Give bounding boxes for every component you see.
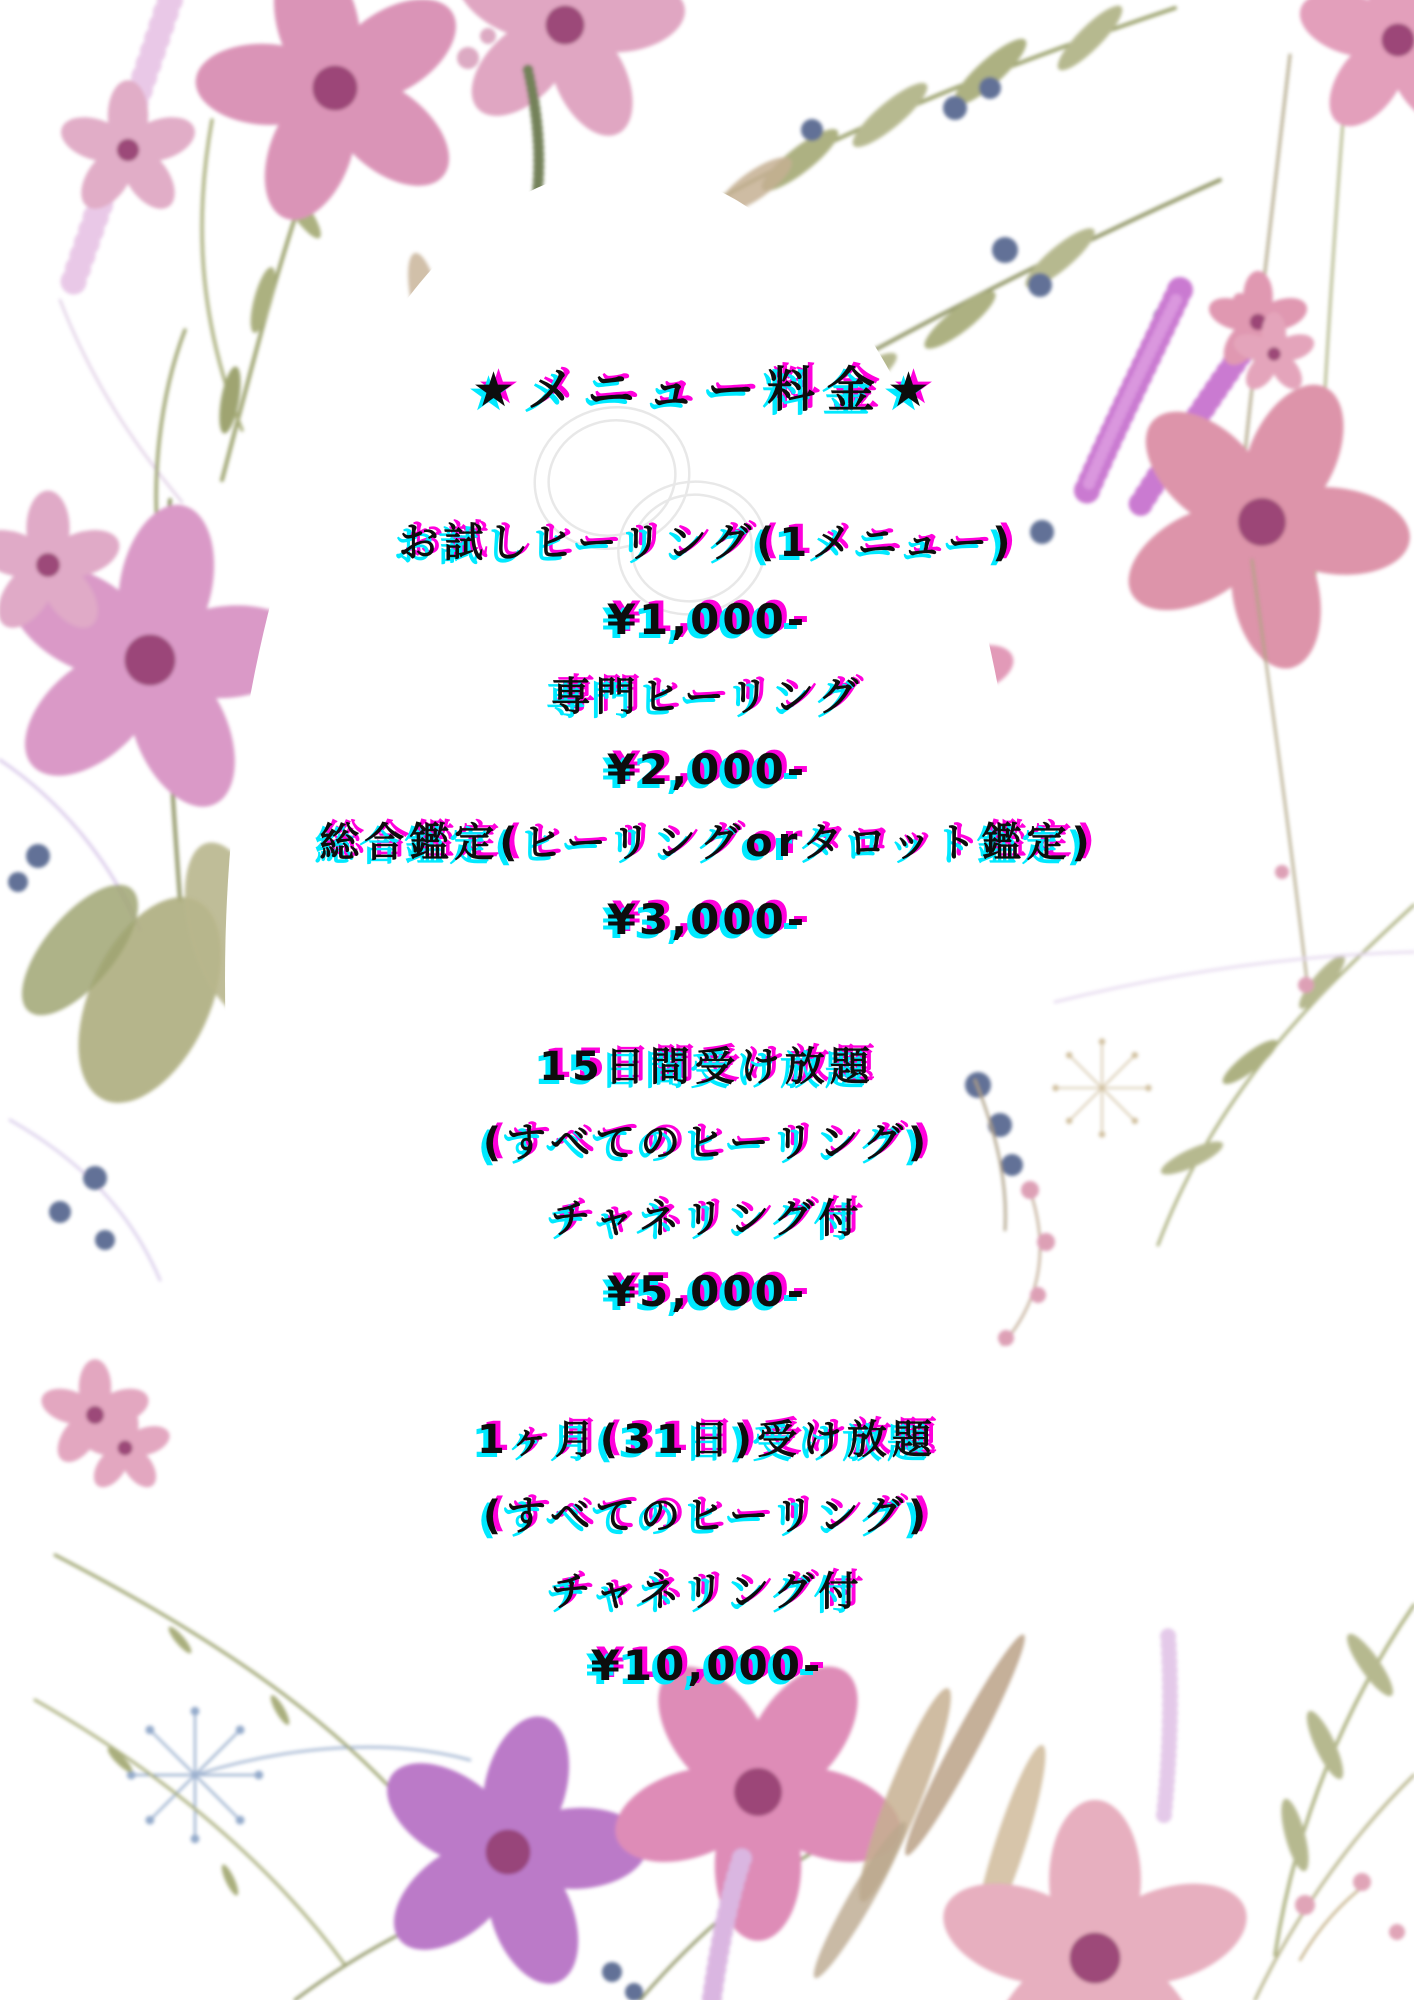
price-comprehensive-reading: ¥3,000- [606,895,808,944]
menu-item-comprehensive-reading: 総合鑑定(ヒーリングorタロット鑑定) [319,820,1095,866]
page-title: ★メニュー料金★ [471,362,943,418]
price-1month-unlimited: ¥10,000- [590,1641,824,1690]
menu-item-1month-channeling: チャネリング付 [550,1569,864,1615]
price-15day-unlimited: ¥5,000- [606,1267,808,1316]
price-specialized-healing: ¥2,000- [606,745,808,794]
menu-item-specialized-healing: 専門ヒーリング [550,674,864,720]
menu-item-15day-channeling: チャネリング付 [550,1196,864,1242]
menu-item-1month-all-healing: (すべてのヒーリング) [482,1493,932,1539]
menu-item-trial-healing: お試しヒーリング(1メニュー) [398,520,1016,566]
menu-item-1month-unlimited: 1ヶ月(31日)受け放題 [476,1417,938,1463]
price-trial-healing: ¥1,000- [606,595,808,644]
menu-item-15day-unlimited: 15日間受け放題 [539,1044,875,1090]
menu-item-15day-all-healing: (すべてのヒーリング) [482,1120,932,1166]
